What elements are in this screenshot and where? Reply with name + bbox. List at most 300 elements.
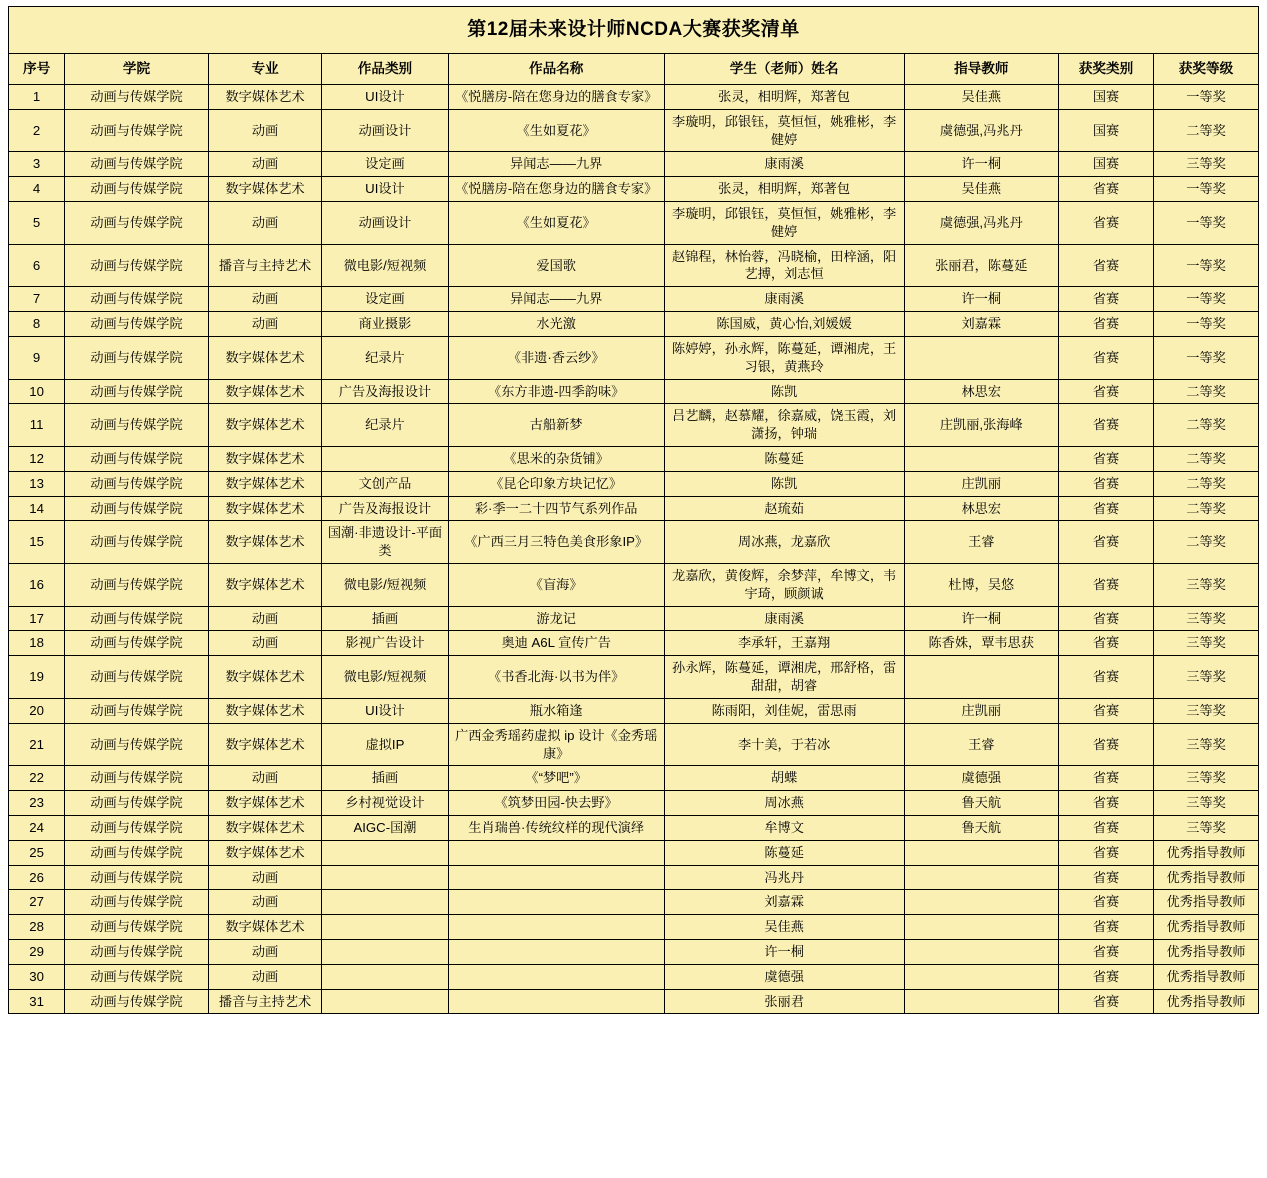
cell-work: 古船新梦 xyxy=(448,404,664,447)
cell-award-level: 优秀指导教师 xyxy=(1154,890,1259,915)
cell-award-type: 省赛 xyxy=(1058,890,1153,915)
cell-teacher: 杜博，吴悠 xyxy=(904,564,1058,607)
cell-award-type: 省赛 xyxy=(1058,940,1153,965)
cell-category xyxy=(322,890,448,915)
table-row xyxy=(9,940,1259,965)
cell-no: 11 xyxy=(9,404,65,447)
cell-work: 《书香北海·以书为伴》 xyxy=(448,656,664,699)
cell-teacher: 刘嘉霖 xyxy=(904,312,1058,337)
cell-major: 数字媒体艺术 xyxy=(208,564,321,607)
cell-teacher: 庄凯丽 xyxy=(904,698,1058,723)
cell-award-level: 一等奖 xyxy=(1154,202,1259,245)
cell-award-type: 国赛 xyxy=(1058,152,1153,177)
cell-college: 动画与传媒学院 xyxy=(65,915,209,940)
cell-major: 数字媒体艺术 xyxy=(208,723,321,766)
cell-major: 数字媒体艺术 xyxy=(208,336,321,379)
cell-students: 刘嘉霖 xyxy=(664,890,904,915)
cell-work: 《东方非遗-四季韵味》 xyxy=(448,379,664,404)
cell-major: 数字媒体艺术 xyxy=(208,521,321,564)
table-row xyxy=(9,723,1259,766)
cell-award-level: 三等奖 xyxy=(1154,656,1259,699)
cell-students: 周冰燕，龙嘉欣 xyxy=(664,521,904,564)
cell-award-level: 三等奖 xyxy=(1154,564,1259,607)
cell-teacher: 吴佳燕 xyxy=(904,84,1058,109)
cell-award-type: 国赛 xyxy=(1058,84,1153,109)
cell-award-level: 二等奖 xyxy=(1154,109,1259,152)
cell-students: 康雨溪 xyxy=(664,287,904,312)
cell-no: 22 xyxy=(9,766,65,791)
cell-teacher: 林思宏 xyxy=(904,496,1058,521)
cell-award-level: 优秀指导教师 xyxy=(1154,964,1259,989)
cell-major: 动画 xyxy=(208,606,321,631)
cell-award-level: 二等奖 xyxy=(1154,446,1259,471)
cell-teacher: 许一桐 xyxy=(904,152,1058,177)
cell-award-type: 省赛 xyxy=(1058,379,1153,404)
cell-teacher xyxy=(904,840,1058,865)
cell-college: 动画与传媒学院 xyxy=(65,698,209,723)
cell-college: 动画与传媒学院 xyxy=(65,109,209,152)
cell-category: 广告及海报设计 xyxy=(322,379,448,404)
cell-college: 动画与传媒学院 xyxy=(65,244,209,287)
cell-category: 虚拟IP xyxy=(322,723,448,766)
cell-no: 16 xyxy=(9,564,65,607)
cell-award-type: 省赛 xyxy=(1058,404,1153,447)
cell-award-type: 省赛 xyxy=(1058,840,1153,865)
cell-award-type: 省赛 xyxy=(1058,791,1153,816)
table-row xyxy=(9,336,1259,379)
cell-award-type: 省赛 xyxy=(1058,564,1153,607)
cell-no: 15 xyxy=(9,521,65,564)
cell-no: 23 xyxy=(9,791,65,816)
table-row xyxy=(9,791,1259,816)
cell-students: 陈凯 xyxy=(664,379,904,404)
cell-college: 动画与传媒学院 xyxy=(65,336,209,379)
cell-major: 动画 xyxy=(208,766,321,791)
cell-students: 李璇明，邱银钰，莫恒恒，姚雅彬，李健婷 xyxy=(664,202,904,245)
cell-award-level: 三等奖 xyxy=(1154,723,1259,766)
cell-no: 8 xyxy=(9,312,65,337)
cell-college: 动画与传媒学院 xyxy=(65,766,209,791)
cell-category xyxy=(322,865,448,890)
cell-teacher: 林思宏 xyxy=(904,379,1058,404)
cell-award-level: 二等奖 xyxy=(1154,379,1259,404)
table-row xyxy=(9,521,1259,564)
cell-award-type: 省赛 xyxy=(1058,865,1153,890)
page-title: 第12届未来设计师NCDA大赛获奖清单 xyxy=(9,7,1259,54)
table-row xyxy=(9,496,1259,521)
cell-category: 影视广告设计 xyxy=(322,631,448,656)
cell-teacher: 许一桐 xyxy=(904,606,1058,631)
cell-students: 陈凯 xyxy=(664,471,904,496)
cell-no: 20 xyxy=(9,698,65,723)
cell-work: 《筑梦田园-快去野》 xyxy=(448,791,664,816)
cell-no: 9 xyxy=(9,336,65,379)
cell-award-type: 省赛 xyxy=(1058,471,1153,496)
cell-category xyxy=(322,446,448,471)
cell-college: 动画与传媒学院 xyxy=(65,656,209,699)
table-row xyxy=(9,865,1259,890)
column-header-work: 作品名称 xyxy=(448,53,664,84)
cell-no: 12 xyxy=(9,446,65,471)
cell-no: 19 xyxy=(9,656,65,699)
cell-no: 18 xyxy=(9,631,65,656)
cell-category: UI设计 xyxy=(322,84,448,109)
cell-teacher: 许一桐 xyxy=(904,287,1058,312)
cell-college: 动画与传媒学院 xyxy=(65,964,209,989)
cell-major: 数字媒体艺术 xyxy=(208,379,321,404)
cell-major: 动画 xyxy=(208,964,321,989)
cell-work: 《悦膳房-陪在您身边的膳食专家》 xyxy=(448,84,664,109)
cell-college: 动画与传媒学院 xyxy=(65,521,209,564)
cell-college: 动画与传媒学院 xyxy=(65,496,209,521)
table-row xyxy=(9,471,1259,496)
cell-award-type: 国赛 xyxy=(1058,109,1153,152)
cell-major: 数字媒体艺术 xyxy=(208,471,321,496)
cell-students: 孙永辉，陈蔓延，谭湘虎，邢舒格，雷甜甜，胡睿 xyxy=(664,656,904,699)
column-header-award-type: 获奖类别 xyxy=(1058,53,1153,84)
cell-teacher: 鲁天航 xyxy=(904,791,1058,816)
award-list-table xyxy=(8,6,1259,1014)
cell-award-type: 省赛 xyxy=(1058,202,1153,245)
cell-college: 动画与传媒学院 xyxy=(65,840,209,865)
cell-no: 6 xyxy=(9,244,65,287)
cell-award-level: 三等奖 xyxy=(1154,631,1259,656)
cell-students: 陈蔓延 xyxy=(664,840,904,865)
cell-work: 彩·季一二十四节气系列作品 xyxy=(448,496,664,521)
cell-teacher xyxy=(904,940,1058,965)
table-row xyxy=(9,606,1259,631)
cell-college: 动画与传媒学院 xyxy=(65,940,209,965)
cell-no: 24 xyxy=(9,815,65,840)
cell-college: 动画与传媒学院 xyxy=(65,152,209,177)
cell-no: 13 xyxy=(9,471,65,496)
cell-award-level: 优秀指导教师 xyxy=(1154,865,1259,890)
cell-college: 动画与传媒学院 xyxy=(65,287,209,312)
cell-teacher: 庄凯丽 xyxy=(904,471,1058,496)
column-header-award-level: 获奖等级 xyxy=(1154,53,1259,84)
cell-students: 陈婷婷，孙永辉，陈蔓延，谭湘虎，王习银，黄燕玲 xyxy=(664,336,904,379)
cell-students: 陈蔓延 xyxy=(664,446,904,471)
cell-college: 动画与传媒学院 xyxy=(65,379,209,404)
table-row xyxy=(9,312,1259,337)
table-header-row xyxy=(9,53,1259,84)
cell-award-type: 省赛 xyxy=(1058,815,1153,840)
cell-major: 数字媒体艺术 xyxy=(208,496,321,521)
cell-teacher xyxy=(904,865,1058,890)
cell-teacher xyxy=(904,989,1058,1014)
cell-award-level: 三等奖 xyxy=(1154,766,1259,791)
cell-major: 动画 xyxy=(208,631,321,656)
cell-teacher: 张丽君，陈蔓延 xyxy=(904,244,1058,287)
cell-college: 动画与传媒学院 xyxy=(65,202,209,245)
cell-award-level: 三等奖 xyxy=(1154,698,1259,723)
table-row xyxy=(9,766,1259,791)
table-row xyxy=(9,379,1259,404)
cell-students: 康雨溪 xyxy=(664,606,904,631)
cell-category: 微电影/短视频 xyxy=(322,656,448,699)
cell-major: 数字媒体艺术 xyxy=(208,177,321,202)
cell-award-level: 一等奖 xyxy=(1154,84,1259,109)
cell-category xyxy=(322,840,448,865)
cell-award-level: 二等奖 xyxy=(1154,521,1259,564)
cell-award-type: 省赛 xyxy=(1058,244,1153,287)
cell-work: 爱国歌 xyxy=(448,244,664,287)
cell-category: 插画 xyxy=(322,606,448,631)
cell-category: UI设计 xyxy=(322,177,448,202)
cell-work: 《广西三月三特色美食形象IP》 xyxy=(448,521,664,564)
cell-major: 播音与主持艺术 xyxy=(208,244,321,287)
table-row xyxy=(9,446,1259,471)
cell-award-type: 省赛 xyxy=(1058,631,1153,656)
column-header-students: 学生（老师）姓名 xyxy=(664,53,904,84)
cell-major: 数字媒体艺术 xyxy=(208,815,321,840)
cell-students: 张丽君 xyxy=(664,989,904,1014)
cell-students: 李承轩，王嘉翔 xyxy=(664,631,904,656)
cell-category: 广告及海报设计 xyxy=(322,496,448,521)
cell-major: 动画 xyxy=(208,202,321,245)
cell-teacher xyxy=(904,890,1058,915)
cell-students: 李璇明，邱银钰，莫恒恒，姚雅彬，李健婷 xyxy=(664,109,904,152)
cell-work: 《生如夏花》 xyxy=(448,109,664,152)
table-row xyxy=(9,84,1259,109)
cell-no: 10 xyxy=(9,379,65,404)
cell-teacher: 虞德强,冯兆丹 xyxy=(904,202,1058,245)
cell-college: 动画与传媒学院 xyxy=(65,564,209,607)
cell-category: 插画 xyxy=(322,766,448,791)
cell-no: 25 xyxy=(9,840,65,865)
cell-category: 国潮·非遗设计-平面类 xyxy=(322,521,448,564)
cell-college: 动画与传媒学院 xyxy=(65,84,209,109)
table-row xyxy=(9,840,1259,865)
cell-award-type: 省赛 xyxy=(1058,915,1153,940)
cell-award-level: 优秀指导教师 xyxy=(1154,940,1259,965)
cell-major: 数字媒体艺术 xyxy=(208,840,321,865)
cell-award-type: 省赛 xyxy=(1058,521,1153,564)
cell-work: 游龙记 xyxy=(448,606,664,631)
cell-no: 2 xyxy=(9,109,65,152)
cell-category: UI设计 xyxy=(322,698,448,723)
cell-students: 陈雨阳，刘佳妮，雷思雨 xyxy=(664,698,904,723)
cell-category xyxy=(322,940,448,965)
cell-teacher xyxy=(904,915,1058,940)
cell-award-level: 一等奖 xyxy=(1154,244,1259,287)
cell-college: 动画与传媒学院 xyxy=(65,865,209,890)
cell-work: 异闻志——九界 xyxy=(448,152,664,177)
cell-teacher: 虞德强,冯兆丹 xyxy=(904,109,1058,152)
cell-category: 微电影/短视频 xyxy=(322,244,448,287)
cell-students: 张灵，相明辉，郑著包 xyxy=(664,177,904,202)
cell-award-type: 省赛 xyxy=(1058,177,1153,202)
table-row xyxy=(9,109,1259,152)
cell-students: 虞德强 xyxy=(664,964,904,989)
cell-teacher: 吴佳燕 xyxy=(904,177,1058,202)
cell-work: 《悦膳房-陪在您身边的膳食专家》 xyxy=(448,177,664,202)
cell-college: 动画与传媒学院 xyxy=(65,471,209,496)
cell-major: 数字媒体艺术 xyxy=(208,446,321,471)
table-row xyxy=(9,698,1259,723)
cell-students: 康雨溪 xyxy=(664,152,904,177)
cell-award-type: 省赛 xyxy=(1058,312,1153,337)
cell-category: 设定画 xyxy=(322,152,448,177)
cell-college: 动画与传媒学院 xyxy=(65,723,209,766)
cell-no: 14 xyxy=(9,496,65,521)
cell-award-level: 二等奖 xyxy=(1154,471,1259,496)
cell-award-level: 一等奖 xyxy=(1154,312,1259,337)
cell-teacher: 鲁天航 xyxy=(904,815,1058,840)
cell-work: 《昆仑印象方块记忆》 xyxy=(448,471,664,496)
cell-award-type: 省赛 xyxy=(1058,446,1153,471)
cell-major: 动画 xyxy=(208,109,321,152)
cell-award-type: 省赛 xyxy=(1058,723,1153,766)
cell-major: 动画 xyxy=(208,865,321,890)
cell-award-level: 优秀指导教师 xyxy=(1154,989,1259,1014)
cell-award-type: 省赛 xyxy=(1058,698,1153,723)
cell-major: 数字媒体艺术 xyxy=(208,404,321,447)
cell-category: 微电影/短视频 xyxy=(322,564,448,607)
cell-college: 动画与传媒学院 xyxy=(65,989,209,1014)
cell-no: 3 xyxy=(9,152,65,177)
cell-college: 动画与传媒学院 xyxy=(65,312,209,337)
table-row xyxy=(9,287,1259,312)
cell-work: 生肖瑞兽·传统纹样的现代演绎 xyxy=(448,815,664,840)
cell-major: 动画 xyxy=(208,152,321,177)
cell-no: 29 xyxy=(9,940,65,965)
cell-major: 数字媒体艺术 xyxy=(208,698,321,723)
cell-category: 设定画 xyxy=(322,287,448,312)
cell-work xyxy=(448,865,664,890)
table-row xyxy=(9,404,1259,447)
cell-students: 许一桐 xyxy=(664,940,904,965)
cell-teacher xyxy=(904,336,1058,379)
column-header-category: 作品类别 xyxy=(322,53,448,84)
cell-work: 《思米的杂货铺》 xyxy=(448,446,664,471)
cell-work: 异闻志——九界 xyxy=(448,287,664,312)
cell-teacher: 庄凯丽,张海峰 xyxy=(904,404,1058,447)
cell-award-type: 省赛 xyxy=(1058,336,1153,379)
table-row xyxy=(9,989,1259,1014)
cell-college: 动画与传媒学院 xyxy=(65,791,209,816)
table-row xyxy=(9,964,1259,989)
cell-no: 30 xyxy=(9,964,65,989)
cell-award-type: 省赛 xyxy=(1058,989,1153,1014)
cell-work xyxy=(448,964,664,989)
cell-no: 26 xyxy=(9,865,65,890)
cell-category: AIGC-国潮 xyxy=(322,815,448,840)
table-row xyxy=(9,656,1259,699)
cell-award-level: 二等奖 xyxy=(1154,404,1259,447)
cell-students: 冯兆丹 xyxy=(664,865,904,890)
cell-work: 《生如夏花》 xyxy=(448,202,664,245)
table-row xyxy=(9,152,1259,177)
cell-award-type: 省赛 xyxy=(1058,496,1153,521)
cell-award-type: 省赛 xyxy=(1058,287,1153,312)
cell-work: 《非遗·香云纱》 xyxy=(448,336,664,379)
cell-students: 胡蝶 xyxy=(664,766,904,791)
cell-award-level: 三等奖 xyxy=(1154,152,1259,177)
cell-award-level: 一等奖 xyxy=(1154,177,1259,202)
cell-award-level: 一等奖 xyxy=(1154,336,1259,379)
cell-category xyxy=(322,989,448,1014)
cell-no: 7 xyxy=(9,287,65,312)
cell-major: 动画 xyxy=(208,940,321,965)
cell-teacher: 王睿 xyxy=(904,521,1058,564)
cell-college: 动画与传媒学院 xyxy=(65,815,209,840)
title-row xyxy=(9,7,1259,54)
cell-major: 动画 xyxy=(208,890,321,915)
table-row xyxy=(9,177,1259,202)
table-row xyxy=(9,244,1259,287)
cell-award-type: 省赛 xyxy=(1058,656,1153,699)
cell-students: 吕艺麟，赵慕耀，徐嘉威，饶玉霞，刘潇扬，钟瑞 xyxy=(664,404,904,447)
table-row xyxy=(9,915,1259,940)
cell-students: 吴佳燕 xyxy=(664,915,904,940)
cell-work xyxy=(448,989,664,1014)
cell-work: 《“梦吧”》 xyxy=(448,766,664,791)
cell-no: 31 xyxy=(9,989,65,1014)
table-row xyxy=(9,202,1259,245)
cell-work: 水光激 xyxy=(448,312,664,337)
cell-students: 赵琉茹 xyxy=(664,496,904,521)
table-row xyxy=(9,631,1259,656)
cell-college: 动画与传媒学院 xyxy=(65,404,209,447)
cell-work: 瓶水箱逢 xyxy=(448,698,664,723)
cell-students: 张灵，相明辉，郑著包 xyxy=(664,84,904,109)
cell-award-level: 三等奖 xyxy=(1154,606,1259,631)
cell-category xyxy=(322,964,448,989)
cell-teacher xyxy=(904,656,1058,699)
cell-work: 《盲海》 xyxy=(448,564,664,607)
column-header-major: 专业 xyxy=(208,53,321,84)
cell-category: 纪录片 xyxy=(322,336,448,379)
cell-no: 21 xyxy=(9,723,65,766)
cell-category: 动画设计 xyxy=(322,202,448,245)
table-row xyxy=(9,890,1259,915)
cell-major: 动画 xyxy=(208,287,321,312)
cell-college: 动画与传媒学院 xyxy=(65,446,209,471)
cell-college: 动画与传媒学院 xyxy=(65,606,209,631)
cell-category: 动画设计 xyxy=(322,109,448,152)
cell-category: 纪录片 xyxy=(322,404,448,447)
column-header-no: 序号 xyxy=(9,53,65,84)
cell-award-type: 省赛 xyxy=(1058,606,1153,631)
cell-teacher: 虞德强 xyxy=(904,766,1058,791)
cell-major: 动画 xyxy=(208,312,321,337)
table-body xyxy=(9,7,1259,1014)
cell-award-level: 优秀指导教师 xyxy=(1154,915,1259,940)
cell-teacher: 陈香姝，覃韦思获 xyxy=(904,631,1058,656)
cell-category xyxy=(322,915,448,940)
cell-award-level: 三等奖 xyxy=(1154,815,1259,840)
cell-category: 文创产品 xyxy=(322,471,448,496)
cell-work xyxy=(448,940,664,965)
cell-award-type: 省赛 xyxy=(1058,964,1153,989)
cell-no: 5 xyxy=(9,202,65,245)
cell-major: 数字媒体艺术 xyxy=(208,84,321,109)
cell-award-level: 二等奖 xyxy=(1154,496,1259,521)
cell-college: 动画与传媒学院 xyxy=(65,177,209,202)
cell-college: 动画与传媒学院 xyxy=(65,890,209,915)
column-header-teacher: 指导教师 xyxy=(904,53,1058,84)
cell-students: 牟博文 xyxy=(664,815,904,840)
cell-category: 乡村视觉设计 xyxy=(322,791,448,816)
cell-teacher xyxy=(904,964,1058,989)
cell-major: 数字媒体艺术 xyxy=(208,915,321,940)
cell-award-level: 三等奖 xyxy=(1154,791,1259,816)
cell-students: 周冰燕 xyxy=(664,791,904,816)
cell-award-type: 省赛 xyxy=(1058,766,1153,791)
cell-category: 商业摄影 xyxy=(322,312,448,337)
cell-major: 数字媒体艺术 xyxy=(208,791,321,816)
